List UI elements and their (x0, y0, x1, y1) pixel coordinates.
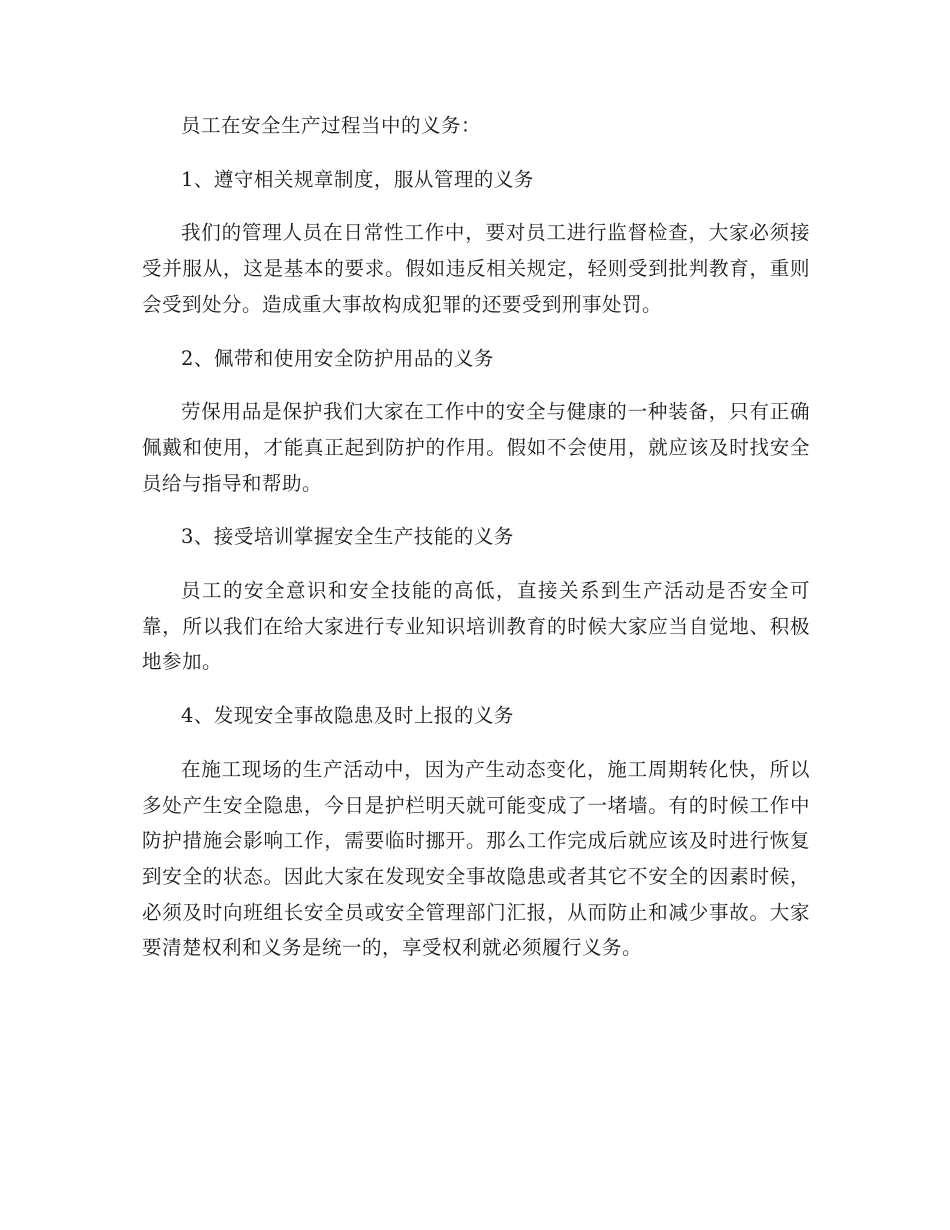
section-1-heading: 1、遵守相关规章制度，服从管理的义务 (181, 167, 534, 191)
section-1-paragraph: 我们的管理人员在日常性工作中，要对员工进行监督检查，大家必须接受并服从，这是基本的要求。假如违反相关规定，轻则受到批判教育，重则会受到处分。造成重大事故构成犯罪的还要受到刑事处罚。 (142, 221, 810, 316)
section-2-paragraph: 劳保用品是保护我们大家在工作中的安全与健康的一种装备，只有正确佩戴和使用，才能真正起到防护的作用。假如不会使用，就应该及时找安全员给与指导和帮助。 (142, 400, 810, 495)
section-4-paragraph: 在施工现场的生产活动中，因为产生动态变化，施工周期转化快，所以多处产生安全隐患，今日是护栏明天就可能变成了一堵墙。有的时候工作中防护措施会影响工作，需要临时挪开。那么工作完成后就应该及时进行恢复到安全的状态。因此大家在发现安全事故隐患或者其它不安全的因素时候，必须及时向班组长安全员或安全管理部门汇报，从而防止和减少事故。大家要清楚权利和义务是统一的，享受权利就必须履行义务。 (142, 757, 810, 960)
intro-heading: 员工在安全生产过程当中的义务： (181, 114, 482, 137)
section-2-heading: 2、佩带和使用安全防护用品的义务 (181, 346, 494, 370)
document-body (142, 108, 810, 984)
section-4-heading: 4、发现安全事故隐患及时上报的义务 (181, 704, 514, 728)
section-3-heading: 3、接受培训掌握安全生产技能的义务 (181, 525, 514, 549)
section-3-paragraph: 员工的安全意识和安全技能的高低，直接关系到生产活动是否安全可靠，所以我们在给大家进行专业知识培训教育的时候大家应当自觉地、积极地参加。 (142, 579, 810, 674)
